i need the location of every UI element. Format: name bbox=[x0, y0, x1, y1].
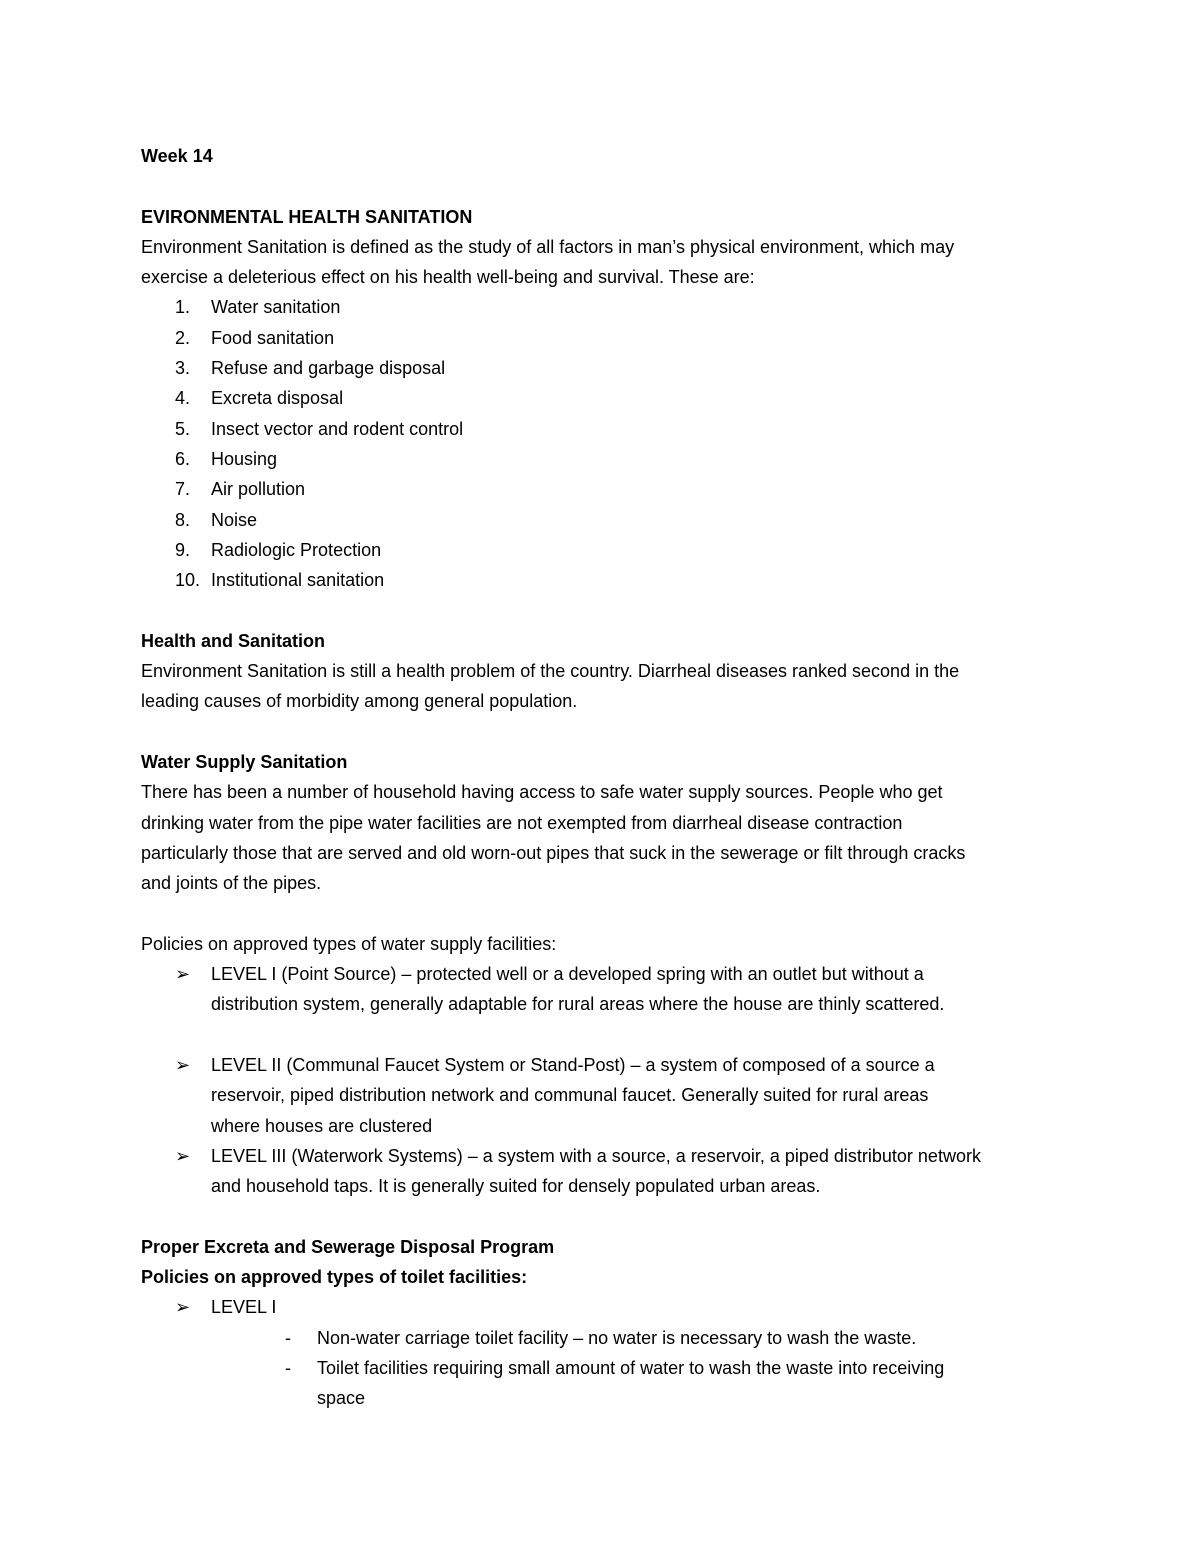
paragraph-line: particularly those that are served and old worn-out pipes that suck in the sewerage or filt through cracks bbox=[141, 842, 966, 863]
list-number: 4. bbox=[175, 388, 191, 409]
list-item bbox=[141, 1292, 1071, 1322]
list-number: 9. bbox=[175, 539, 191, 560]
list-item-text: Institutional sanitation bbox=[211, 570, 385, 591]
list-item bbox=[141, 323, 1071, 353]
dash-bullet: - bbox=[285, 1357, 291, 1378]
list-item bbox=[141, 959, 1071, 1020]
arrow-bullet-icon: ➢ bbox=[175, 964, 191, 985]
section-subheading-toilet: Policies on approved types of toilet facilities: bbox=[141, 1266, 528, 1287]
detail-line: Non-water carriage toilet facility – no water is necessary to wash the waste. bbox=[317, 1327, 917, 1348]
list-number: 2. bbox=[175, 327, 191, 348]
sanitation-factors-list bbox=[141, 292, 1071, 595]
level-line: where houses are clustered bbox=[211, 1115, 433, 1136]
arrow-bullet-icon: ➢ bbox=[175, 1297, 191, 1318]
paragraph-line: drinking water from the pipe water facilities are not exempted from diarrheal disease contraction bbox=[141, 812, 903, 833]
toilet-level-details bbox=[141, 1323, 1071, 1414]
level-label: LEVEL I bbox=[211, 1297, 277, 1318]
list-item bbox=[141, 1141, 1071, 1202]
paragraph-line: leading causes of morbidity among general population. bbox=[141, 691, 578, 712]
list-item bbox=[141, 1050, 1071, 1141]
list-item-text: Refuse and garbage disposal bbox=[211, 358, 446, 379]
policies-intro: Policies on approved types of water supply facilities: bbox=[141, 933, 557, 954]
paragraph-line: Environment Sanitation is defined as the study of all factors in man’s physical environment, which may bbox=[141, 236, 955, 257]
list-item bbox=[141, 444, 1071, 474]
water-levels-list bbox=[141, 959, 1071, 1020]
detail-line: Toilet facilities requiring small amount of water to wash the waste into receiving bbox=[317, 1357, 945, 1378]
list-item-text: Housing bbox=[211, 448, 278, 469]
toilet-levels-list bbox=[141, 1292, 1071, 1322]
paragraph-line: exercise a deleterious effect on his health well-being and survival. These are: bbox=[141, 267, 755, 288]
dash-bullet: - bbox=[285, 1327, 291, 1348]
section-heading-health: Health and Sanitation bbox=[141, 630, 326, 651]
arrow-bullet-icon: ➢ bbox=[175, 1145, 191, 1166]
document-page bbox=[141, 141, 1071, 1413]
water-levels-list bbox=[141, 1050, 1071, 1201]
week-label: Week 14 bbox=[141, 146, 213, 166]
list-number: 5. bbox=[175, 418, 191, 439]
list-item bbox=[141, 292, 1071, 322]
list-item bbox=[141, 353, 1071, 383]
list-number: 1. bbox=[175, 297, 191, 318]
list-item-text: Radiologic Protection bbox=[211, 539, 382, 560]
list-item-text: Air pollution bbox=[211, 479, 306, 500]
list-number: 10. bbox=[175, 570, 201, 591]
arrow-bullet-icon: ➢ bbox=[175, 1054, 191, 1075]
paragraph-line: and joints of the pipes. bbox=[141, 873, 322, 894]
section-heading-water-supply: Water Supply Sanitation bbox=[141, 751, 348, 772]
level-line: LEVEL II (Communal Faucet System or Stand-Post) – a system of composed of a source a bbox=[211, 1054, 935, 1075]
list-number: 8. bbox=[175, 509, 191, 530]
level-line: LEVEL I (Point Source) – protected well or a developed spring with an outlet but without a bbox=[211, 964, 924, 985]
list-item bbox=[141, 383, 1071, 413]
list-item bbox=[141, 474, 1071, 504]
level-line: and household taps. It is generally suited for densely populated urban areas. bbox=[211, 1176, 821, 1197]
detail-line: space bbox=[317, 1388, 366, 1409]
list-item bbox=[141, 1323, 1071, 1353]
section-heading-excreta: Proper Excreta and Sewerage Disposal Program bbox=[141, 1236, 555, 1257]
list-number: 7. bbox=[175, 479, 191, 500]
list-item-text: Water sanitation bbox=[211, 297, 341, 318]
list-item-text: Excreta disposal bbox=[211, 388, 344, 409]
list-item-text: Insect vector and rodent control bbox=[211, 418, 464, 439]
list-item bbox=[141, 505, 1071, 535]
paragraph-line: There has been a number of household having access to safe water supply sources. People who get bbox=[141, 782, 943, 803]
list-item bbox=[141, 414, 1071, 444]
list-number: 3. bbox=[175, 358, 191, 379]
list-item bbox=[141, 535, 1071, 565]
level-line: reservoir, piped distribution network and communal faucet. Generally suited for rural areas bbox=[211, 1085, 929, 1106]
list-item-text: Noise bbox=[211, 509, 258, 530]
list-number: 6. bbox=[175, 448, 191, 469]
paragraph-line: Environment Sanitation is still a health problem of the country. Diarrheal diseases ranked second in the bbox=[141, 661, 960, 682]
level-line: LEVEL III (Waterwork Systems) – a system with a source, a reservoir, a piped distributor network bbox=[211, 1145, 981, 1166]
level-line: distribution system, generally adaptable for rural areas where the house are thinly scattered. bbox=[211, 994, 945, 1015]
section-heading-environmental: EVIRONMENTAL HEALTH SANITATION bbox=[141, 206, 473, 227]
list-item bbox=[141, 565, 1071, 595]
list-item bbox=[141, 1353, 1071, 1414]
list-item-text: Food sanitation bbox=[211, 327, 335, 348]
